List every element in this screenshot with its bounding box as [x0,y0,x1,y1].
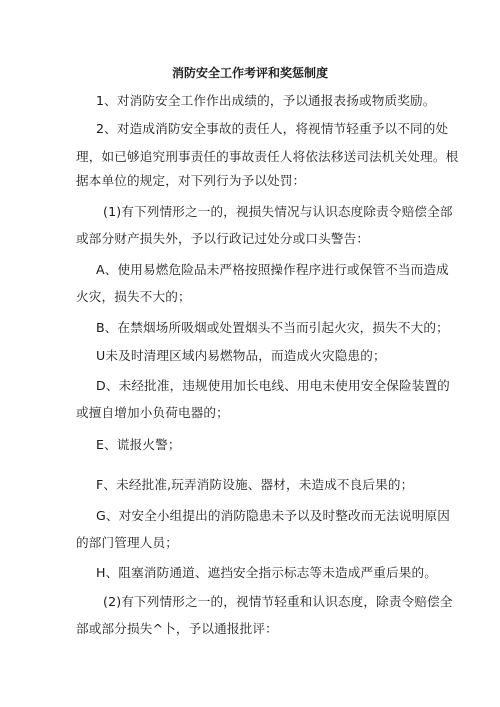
item-e: E、谎报火警； [96,437,181,452]
item-a-line-2: 火灾，损失不大的； [76,289,191,304]
item-f: F、未经批准,玩弄消防设施、器材，未造成不良后果的； [96,477,414,492]
item-g-line-2: 的部门管理人员； [76,535,178,550]
document-title: 消防安全工作考评和奖惩制度 [171,66,328,80]
item-a-line-1: A、使用易燃危险品未严格按照操作程序进行或保管不当而造成 [96,262,449,277]
paragraph-reward: 1、对消防安全工作作出成绩的，予以通报表扬或物质奖励。 [96,93,436,108]
clause-2-line-1: (2)有下列情形之一的，视情节轻重和认识态度，除责令赔偿全 [103,594,453,609]
paragraph-penalty-line-3: 据本单位的规定，对下列行为予以处罚： [76,173,306,188]
paragraph-penalty-line-2: 理，如已够追究刑事责任的事故责任人将依法移送司法机关处理。根 [76,149,459,164]
item-c: U未及时清理区域内易燃物品，而造成火灾隐患的； [96,348,386,363]
item-h: H、阻塞消防通道、遮挡安全指示标志等未造成严重后果的。 [96,565,437,580]
item-b: B、在禁烟场所吸烟或处置烟头不当而引起火灾，损失不大的； [96,320,449,335]
clause-1-line-2: 或部分财产损失外，予以行政记过处分或口头警告： [76,231,370,246]
paragraph-penalty-line-1: 2、对造成消防安全事故的责任人，将视情节轻重予以不同的处 [96,121,449,136]
item-d-line-2: 或擅自增加小负荷电器的； [76,405,229,420]
item-g-line-1: G、对安全小组提出的消防隐患未予以及时整改而无法说明原因 [96,508,450,523]
clause-2-line-2: 部或部分损失^卜，予以通报批评： [76,621,278,636]
clause-1-line-1: (1)有下列情形之一的，视损失情况与认识态度除责令赔偿全部 [103,204,453,219]
item-d-line-1: D、未经批准，违规使用加长电线、用电未使用安全保险装置的 [96,378,450,393]
